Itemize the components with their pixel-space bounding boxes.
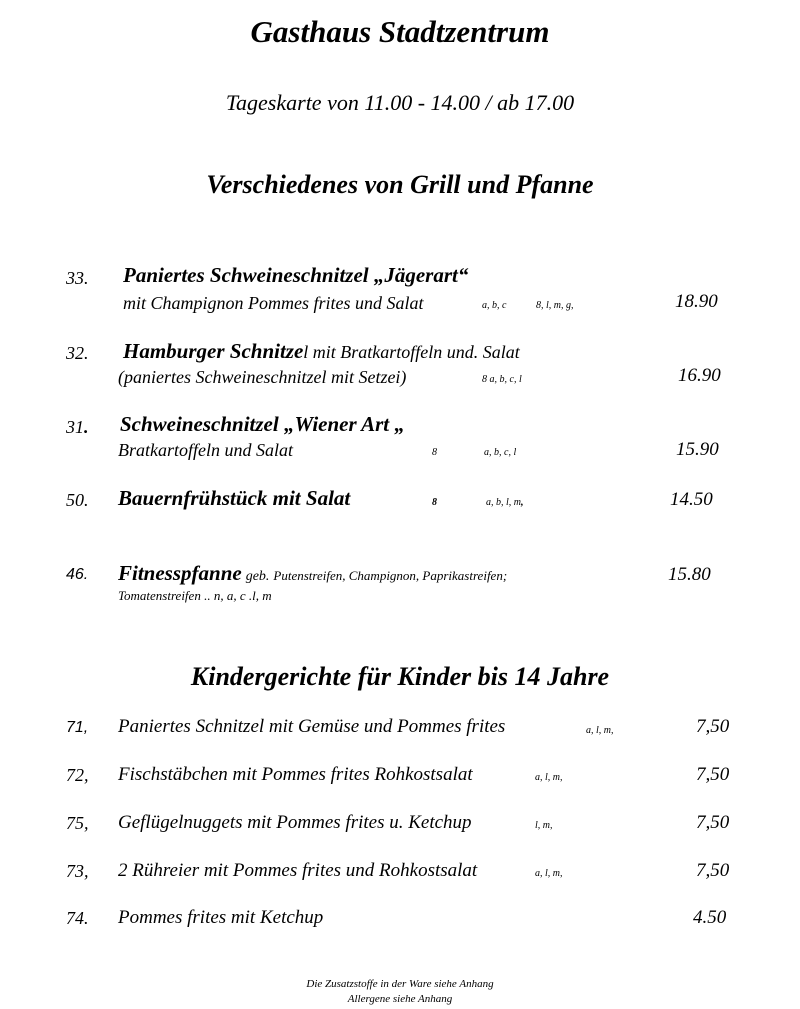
item-number: 46. <box>66 566 89 583</box>
item-number: 50. <box>66 490 89 510</box>
item-name-rest: l mit Bratkartoffeln und. Salat <box>303 342 520 362</box>
item-allergens: a, b, c, l <box>484 447 517 458</box>
item-price: 15.90 <box>676 439 719 460</box>
item-price: 7,50 <box>696 764 730 785</box>
footer-allergens: Allergene siehe Anhang <box>347 993 453 1005</box>
item-name: Geflügelnuggets mit Pommes frites u. Ketchup <box>118 812 472 833</box>
item-allergens <box>486 497 524 508</box>
item-price: 7,50 <box>696 716 730 737</box>
item-allergens: a, l, m, <box>535 772 563 783</box>
footer-additives: Die Zusatzstoffe in der Ware siehe Anhang <box>306 978 494 990</box>
opening-hours: Tageskarte von 11.00 - 14.00 / ab 17.00 <box>225 90 575 115</box>
item-price: 15.80 <box>668 564 711 585</box>
item-name <box>123 339 520 364</box>
item-number: 71, <box>66 719 89 736</box>
item-number: 73, <box>66 861 89 881</box>
item-allergens: a, l, m, <box>586 725 614 736</box>
item-name: Bauernfrühstück mit Salat <box>118 486 351 510</box>
item-number: 32. <box>66 343 89 363</box>
item-number: 72, <box>66 765 89 785</box>
item-allergens: a, l, m, <box>535 868 563 879</box>
item-name-bold: Hamburger Schnitze <box>123 339 304 363</box>
item-description: Bratkartoffeln und Salat <box>118 440 293 460</box>
item-description: mit Champignon Pommes frites und Salat <box>123 293 424 313</box>
item-number <box>66 417 89 438</box>
item-number-dot: . <box>84 417 89 437</box>
item-number: 33. <box>66 268 89 288</box>
item-name: Schweineschnitzel „Wiener Art „ <box>120 412 405 436</box>
item-price: 18.90 <box>675 291 718 312</box>
item-price: 4.50 <box>693 907 727 928</box>
item-allergens-comma: , <box>521 497 524 508</box>
item-name: Paniertes Schnitzel mit Gemüse und Pommes frites <box>118 716 506 737</box>
item-name-bold: Fitnesspfanne <box>118 561 242 585</box>
item-additives: 8, l, m, g, <box>536 300 574 311</box>
page-title: Gasthaus Stadtzentrum <box>250 14 550 49</box>
item-price: 16.90 <box>678 365 721 386</box>
item-number-digits: 31 <box>66 417 84 437</box>
item-allergens: a, b, c <box>482 300 507 311</box>
item-price: 14.50 <box>670 489 713 510</box>
item-number: 75, <box>66 813 89 833</box>
item-allergens: l, m, <box>535 820 553 831</box>
item-name: Paniertes Schweineschnitzel „Jägerart“ <box>123 263 469 287</box>
item-name <box>118 561 507 586</box>
item-allergens: 8 a, b, c, l <box>482 374 522 385</box>
footer-note <box>0 977 800 1007</box>
item-price: 7,50 <box>696 860 730 881</box>
item-allergens-list: a, b, l, m <box>486 497 521 508</box>
item-name-suffix: geb. <box>245 569 270 584</box>
item-description: (paniertes Schweineschnitzel mit Setzei) <box>118 367 407 387</box>
item-price: 7,50 <box>696 812 730 833</box>
item-number: 74. <box>66 908 89 928</box>
item-name: 2 Rühreier mit Pommes frites und Rohkostsalat <box>118 860 478 881</box>
section-heading-grill: Verschiedenes von Grill und Pfanne <box>206 170 594 199</box>
item-name: Fischstäbchen mit Pommes frites Rohkostsalat <box>118 764 473 785</box>
item-description: Tomatenstreifen .. n, a, c .l, m <box>118 588 272 603</box>
item-details: Putenstreifen, Champignon, Paprikastreifen; <box>273 568 508 583</box>
section-heading-kids: Kindergerichte für Kinder bis 14 Jahre <box>190 662 610 691</box>
item-name: Pommes frites mit Ketchup <box>118 907 324 928</box>
item-additives: 8 <box>432 497 437 508</box>
item-additives: 8 <box>432 447 437 458</box>
